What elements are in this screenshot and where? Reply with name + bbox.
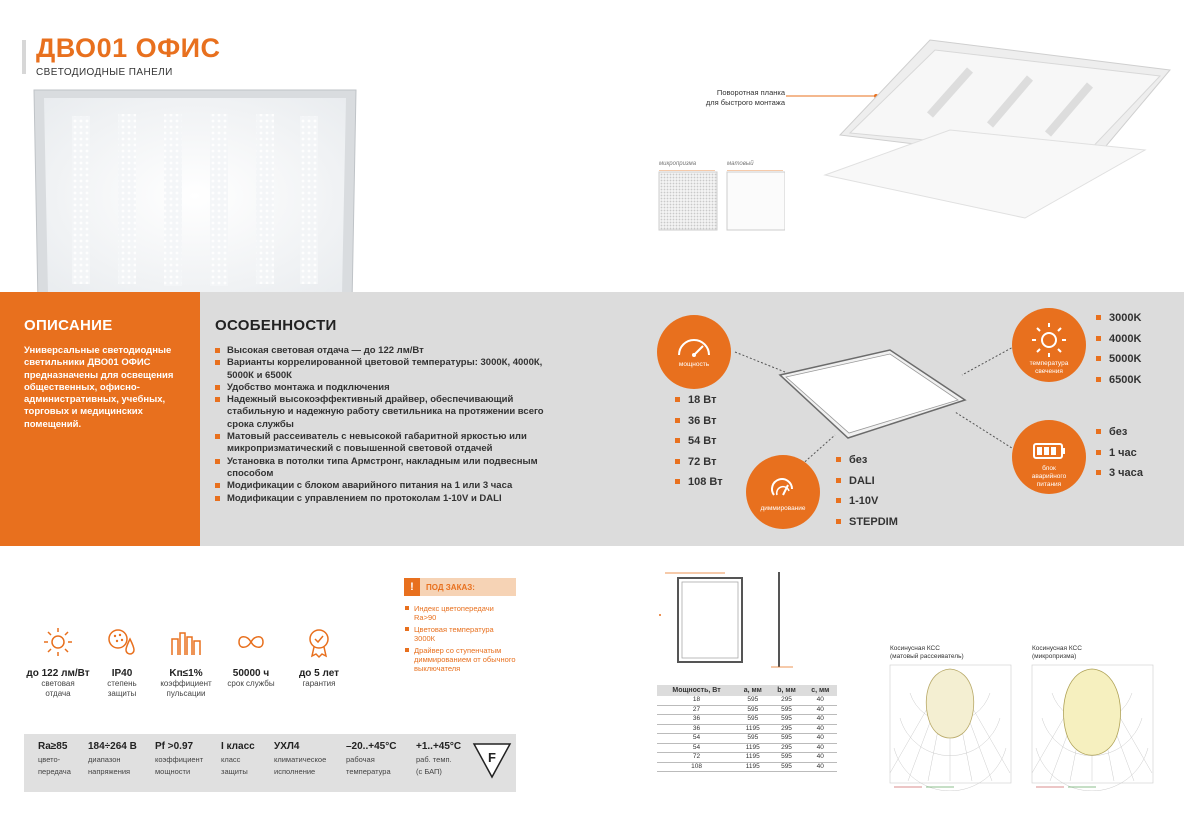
dimensions-table xyxy=(657,685,837,772)
power-value: 36 Вт xyxy=(675,411,723,432)
infinity-icon xyxy=(234,625,268,659)
order-list xyxy=(404,604,516,673)
spec-temp: –20..+45°С рабочая температура xyxy=(346,741,397,776)
dimming-label: диммирование xyxy=(760,505,806,512)
emergency-values xyxy=(1096,422,1143,484)
power-value: 54 Вт xyxy=(675,431,723,452)
table-row: 36 595 595 40 xyxy=(657,715,837,725)
diffuser-micro-caption: микропризма xyxy=(659,161,697,167)
table-header-row: Мощность, Вт a, мм b, мм c, мм xyxy=(657,685,837,696)
brand-accent-line xyxy=(22,40,26,74)
emergency-value: без xyxy=(1096,422,1143,443)
color-temp-value: 6500K xyxy=(1096,370,1141,391)
feature-item: Высокая световая отдача — до 122 лм/Вт xyxy=(214,345,544,357)
description-text: Универсальные светодиодные светильники ДВО01 ОФИС предназначены для освещения общественных, офисно-административных, учебных, торговых и медицинских помещений. xyxy=(24,345,174,430)
spec-cri: Ra≥85 цвето- передача xyxy=(38,741,71,776)
order-title: ПОД ЗАКАЗ: xyxy=(426,582,475,592)
color-temp-value: 4000K xyxy=(1096,329,1141,350)
param-ip: IP40 степень защиты xyxy=(89,625,155,698)
pulse-icon xyxy=(169,625,203,659)
kss-micro-diagram xyxy=(1030,663,1155,791)
dimming-value: без xyxy=(836,450,898,471)
spec-climate: УХЛ4 климатическое исполнение xyxy=(274,741,327,776)
param-pulsation: Kп≤1% коэффициент пульсации xyxy=(153,625,219,698)
color-temp-value: 5000K xyxy=(1096,349,1141,370)
power-value: 18 Вт xyxy=(675,390,723,411)
led-panel-image xyxy=(30,88,360,306)
table-row: 108 1195 595 40 xyxy=(657,762,837,772)
power-value: 72 Вт xyxy=(675,452,723,473)
water-drop-icon xyxy=(105,625,139,659)
color-temp-values xyxy=(1096,308,1141,390)
warranty-badge-icon xyxy=(302,625,336,659)
dimming-value: DALI xyxy=(836,471,898,492)
table-row: 18 595 295 40 xyxy=(657,696,837,705)
mount-bracket-label: Поворотная планка для быстрого монтажа xyxy=(705,88,785,107)
emergency-value: 1 час xyxy=(1096,443,1143,464)
features-list xyxy=(214,345,544,505)
power-values xyxy=(675,390,723,493)
page-title: ДВО01 ОФИС xyxy=(36,33,221,63)
dimension-drawing xyxy=(655,570,800,675)
features-title: ОСОБЕННОСТИ xyxy=(215,317,337,334)
diffuser-samples xyxy=(657,170,785,232)
feature-item: Матовый рассеиватель с невысокой габаритной яркостью или микропризматический с повышенной световой отдачей xyxy=(214,431,544,456)
kss-matte-title: Косинусная КСС (матовый рассеиватель) xyxy=(890,645,964,660)
spec-temp-bap: +1..+45°С раб. темп. (с БАП) xyxy=(416,741,462,776)
f-mark-icon xyxy=(471,740,513,780)
spec-class: I класс класс защиты xyxy=(221,741,255,776)
order-item: Индекс цветопередачи Ra>90 xyxy=(404,604,516,622)
feature-item: Модификации с блоком аварийного питания на 1 или 3 часа xyxy=(214,480,544,492)
sun-icon xyxy=(41,625,75,659)
order-box xyxy=(404,578,516,676)
param-lifetime: 50000 ч срок службы xyxy=(218,625,284,689)
feature-item: Надежный высокоэффективный драйвер, обеспечивающий стабильную и надежную работу светильника на протяжении всего срока службы xyxy=(214,394,544,431)
order-item: Цветовая температура 3000К xyxy=(404,625,516,643)
svg-text:F: F xyxy=(488,750,496,765)
speedometer-icon xyxy=(657,315,731,389)
dimming-value: 1-10V xyxy=(836,491,898,512)
table-row: 54 1195 295 40 xyxy=(657,743,837,753)
spec-voltage: 184÷264 В диапазон напряжения xyxy=(88,741,137,776)
emergency-value: 3 часа xyxy=(1096,463,1143,484)
power-value: 108 Вт xyxy=(675,472,723,493)
emergency-option xyxy=(1012,420,1086,494)
power-label: мощность xyxy=(678,361,710,368)
diffuser-matte-caption: матовый xyxy=(727,161,754,167)
color-temp-value: 3000K xyxy=(1096,308,1141,329)
feature-item: Модификации с управлением по протоколам 1-10V и DALI xyxy=(214,493,544,505)
mounting-illustration xyxy=(780,30,1175,230)
kss-micro-title: Косинусная КСС (микропризма) xyxy=(1032,645,1082,660)
color-temp-label: температура свечения xyxy=(1029,360,1069,375)
power-option xyxy=(657,315,731,389)
feature-item: Установка в потолки типа Армстронг, накладным или подвесным способом xyxy=(214,456,544,481)
emergency-label: блок аварийного питания xyxy=(1031,465,1067,488)
table-row: 72 1195 595 40 xyxy=(657,753,837,763)
table-row: 36 1195 295 40 xyxy=(657,724,837,734)
param-efficacy: до 122 лм/Вт световая отдача xyxy=(25,625,91,698)
dimming-value: STEPDIM xyxy=(836,512,898,533)
table-row: 54 595 595 40 xyxy=(657,734,837,744)
spec-pf: Pf >0.97 коэффициент мощности xyxy=(155,741,204,776)
feature-item: Удобство монтажа и подключения xyxy=(214,382,544,394)
kss-matte-diagram xyxy=(888,663,1013,791)
dimming-values xyxy=(836,450,898,532)
order-item: Драйвер со ступенчатым диммированием от обычного выключателя xyxy=(404,646,516,673)
feature-item: Варианты коррелированной цветовой температуры: 3000К, 4000К, 5000К и 6500К xyxy=(214,357,544,382)
order-header xyxy=(404,578,516,596)
color-temp-option xyxy=(1012,308,1086,382)
param-warranty: до 5 лет гарантия xyxy=(286,625,352,689)
page-subtitle: СВЕТОДИОДНЫЕ ПАНЕЛИ xyxy=(36,67,173,78)
description-title: ОПИСАНИЕ xyxy=(24,317,113,334)
dimming-icon xyxy=(746,455,820,529)
table-row: 27 595 595 40 xyxy=(657,705,837,715)
dimming-option xyxy=(746,455,820,529)
exclamation-icon: ! xyxy=(404,578,420,596)
